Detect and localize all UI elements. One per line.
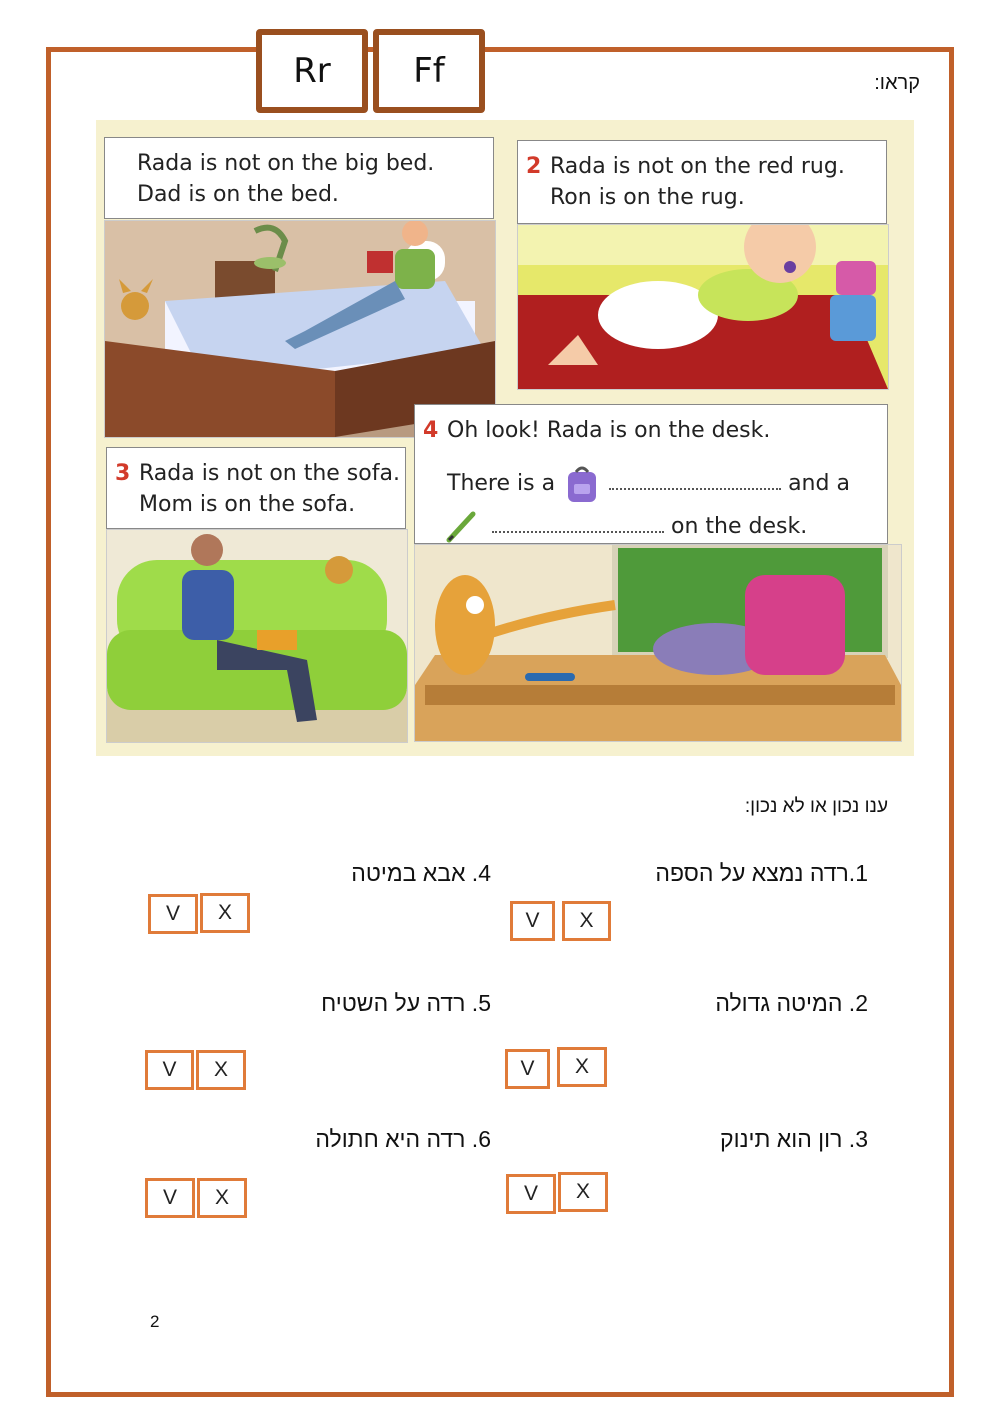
desk-illustration bbox=[415, 545, 901, 741]
question-4: 4. אבא במיטה bbox=[351, 860, 491, 886]
blank-line bbox=[609, 484, 781, 490]
letter-box-r bbox=[256, 29, 368, 113]
letter-label: Rr bbox=[293, 51, 331, 91]
page-number: 2 bbox=[150, 1312, 160, 1331]
x-mark: X bbox=[579, 909, 594, 932]
caption-line: Dad is on the bed. bbox=[137, 182, 339, 207]
letter-label: Ff bbox=[413, 51, 445, 91]
caption-line: Rada is not on the sofa. bbox=[139, 461, 400, 486]
panel-3-caption bbox=[106, 447, 406, 529]
question-1: 1.רדה נמצא על הספה bbox=[655, 860, 868, 886]
panel-rug bbox=[517, 224, 889, 390]
panel-number: 2 bbox=[526, 154, 542, 179]
answer-false-box[interactable] bbox=[200, 893, 250, 933]
v-mark: V bbox=[525, 909, 540, 932]
panel-1-caption bbox=[104, 137, 494, 219]
caption-line-3 bbox=[445, 510, 887, 544]
answer-true-box[interactable] bbox=[145, 1050, 194, 1090]
panel-sofa bbox=[106, 529, 408, 743]
panel-number: 4 bbox=[423, 418, 439, 443]
caption-line: Rada is not on the red rug. bbox=[550, 154, 845, 179]
panel-number: 3 bbox=[115, 461, 131, 486]
x-mark: X bbox=[217, 901, 232, 924]
panel-2-caption bbox=[517, 140, 887, 224]
blank-line bbox=[492, 527, 664, 533]
answer-true-box[interactable] bbox=[148, 894, 198, 934]
question-5: 5. רדה על השטיח bbox=[321, 990, 491, 1016]
caption-line: Ron is on the rug. bbox=[550, 185, 745, 210]
v-mark: V bbox=[165, 902, 180, 925]
caption-line: Oh look! Rada is on the desk. bbox=[447, 418, 771, 443]
answer-false-box[interactable] bbox=[558, 1172, 608, 1212]
question-3: 3. רון הוא תינוק bbox=[720, 1126, 868, 1152]
v-mark: V bbox=[162, 1186, 177, 1209]
letter-box-f bbox=[373, 29, 485, 113]
answer-false-box[interactable] bbox=[196, 1050, 246, 1090]
answer-true-box[interactable] bbox=[145, 1178, 195, 1218]
answer-true-box[interactable] bbox=[510, 901, 555, 941]
x-mark: X bbox=[575, 1180, 590, 1203]
story-illustration bbox=[96, 120, 914, 756]
x-mark: X bbox=[574, 1055, 589, 1078]
read-instruction: קראו: bbox=[874, 72, 920, 94]
caption-text: There is a bbox=[447, 471, 556, 496]
panel-4-caption bbox=[414, 404, 888, 544]
caption-line: Rada is not on the big bed. bbox=[137, 151, 435, 176]
answer-false-box[interactable] bbox=[562, 901, 611, 941]
x-mark: X bbox=[214, 1186, 229, 1209]
panel-desk bbox=[414, 544, 902, 742]
caption-text: and a bbox=[788, 471, 850, 496]
caption-text: on the desk. bbox=[671, 514, 808, 539]
v-mark: V bbox=[520, 1057, 535, 1080]
caption-line-2 bbox=[447, 464, 887, 504]
answer-false-box[interactable] bbox=[557, 1047, 607, 1087]
pen-icon bbox=[445, 510, 479, 544]
answer-false-box[interactable] bbox=[197, 1178, 247, 1218]
answer-true-box[interactable] bbox=[505, 1049, 550, 1089]
x-mark: X bbox=[213, 1058, 228, 1081]
v-mark: V bbox=[162, 1058, 177, 1081]
sofa-illustration bbox=[107, 530, 407, 742]
quiz-instruction: ענו נכון או לא נכון: bbox=[744, 796, 888, 817]
backpack-icon bbox=[562, 464, 602, 504]
v-mark: V bbox=[523, 1182, 538, 1205]
rug-illustration bbox=[518, 225, 888, 389]
question-6: 6. רדה היא חתולה bbox=[315, 1126, 491, 1152]
caption-line: Mom is on the sofa. bbox=[139, 492, 356, 517]
answer-true-box[interactable] bbox=[506, 1174, 556, 1214]
question-2: 2. המיטה גדולה bbox=[715, 990, 868, 1016]
